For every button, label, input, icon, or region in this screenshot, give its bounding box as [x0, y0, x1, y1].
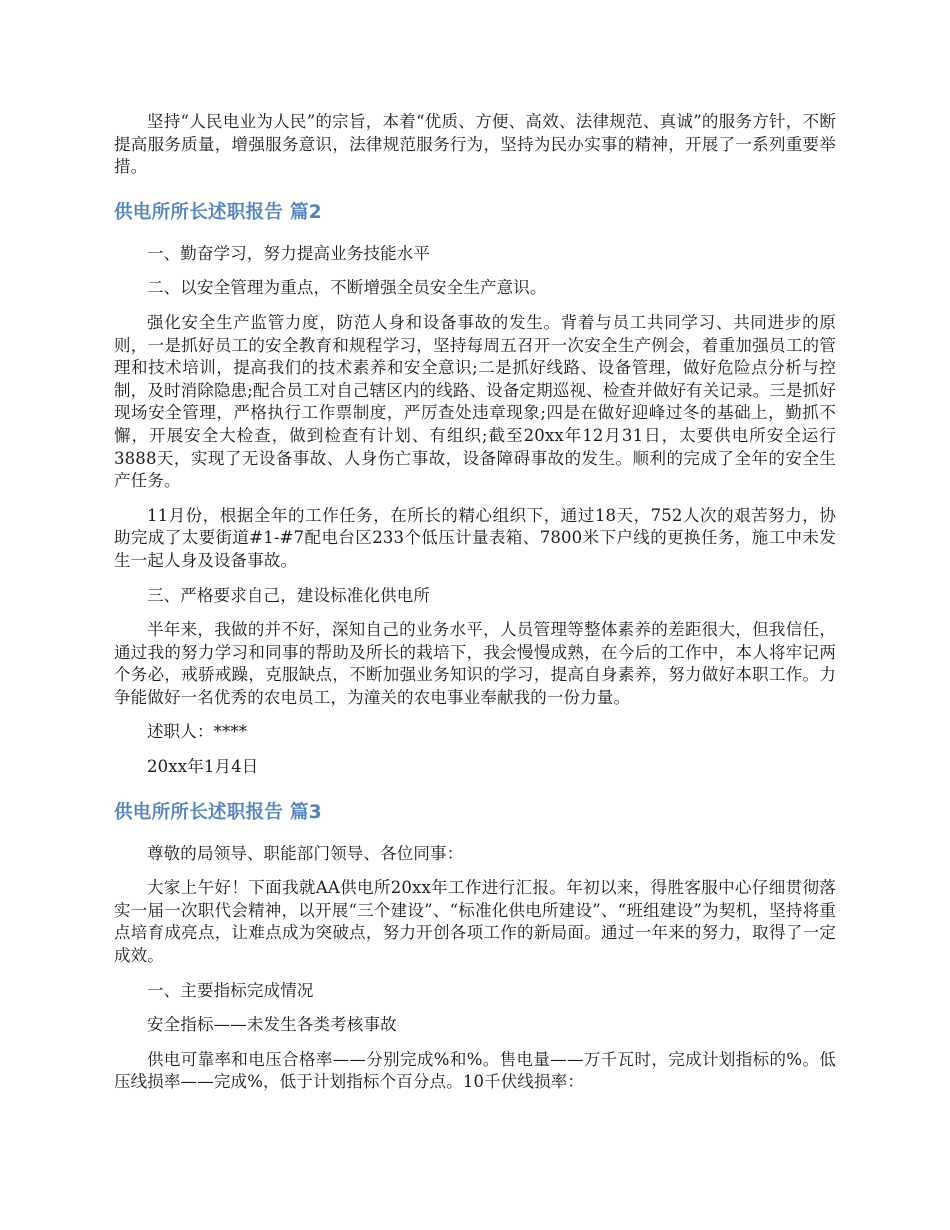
s2-item-3: 三、严格要求自己，建设标准化供电所 [147, 585, 431, 605]
s2-date: 20xx年1月4日 [147, 757, 259, 777]
s2-reflection-paragraph: 半年来，我做的并不好，深知自己的业务水平，人员管理等整体素养的差距很大，但我信任，通过我的努力学习和同事的帮助及所长的栽培下，我会慢慢成熟，在今后的工作中，本人将牢记两个务必，戒骄戒躁，克服缺点，不断加强业务知识的学习，提高自身素养，努力做好本职工作。力争能做好一名优秀的农电员工，为潼关的农电事业奉献我的一份力量。 [114, 620, 836, 707]
s3-salutation: 尊敬的局领导、职能部门领导、各位同事： [147, 843, 464, 863]
intro-paragraph: 坚持“人民电业为人民”的宗旨，本着“优质、方便、高效、法律规范、真诚”的服务方针，不断提高服务质量，增强服务意识，法律规范服务行为，坚持为民办实事的精神，开展了一系列重要举措。 [114, 112, 836, 177]
s2-item-2: 二、以安全管理为重点，不断增强全员安全生产意识。 [147, 278, 547, 298]
section-2-heading: 供电所所长述职报告 篇2 [114, 201, 322, 223]
s2-safety-paragraph: 强化安全生产监管力度，防范人身和设备事故的发生。背着与员工共同学习、共同进步的原则，一是抓好员工的安全教育和规程学习，坚持每周五召开一次安全生产例会，着重加强员工的管理和技术培训，提高我们的技术素养和安全意识;二是抓好线路、设备管理，做好危险点分析与控制，及时消除隐患;配合员工对自己辖区内的线路、设备定期巡视、检查并做好有关记录。三是抓好现场安全管理，严格执行工作票制度，严厉查处违章现象;四是在做好迎峰过冬的基础上，勤抓不懈，开展安全大检查，做到检查有计划、有组织;截至20xx年12月31日，太要供电所安全运行3888天，实现了无设备事故、人身伤亡事故，设备障碍事故的发生。顺利的完成了全年的安全生产任务。 [114, 312, 836, 491]
s2-november-paragraph: 11月份，根据全年的工作任务，在所长的精心组织下，通过18天，752人次的艰苦努力，协助完成了太要街道#1-#7配电台区233个低压计量表箱、7800米下户线的更换任务，施工中未发生一起人身及设备事故。 [114, 505, 836, 570]
s3-reliability-paragraph: 供电可靠率和电压合格率——分别完成%和%。售电量——万千瓦时，完成计划指标的%。低压线损率——完成%，低于计划指标个百分点。10千伏线损率： [114, 1049, 836, 1092]
s2-item-1: 一、勤奋学习，努力提高业务技能水平 [147, 243, 431, 263]
s3-item-1: 一、主要指标完成情况 [147, 980, 314, 1000]
s3-opening-paragraph: 大家上午好！下面我就AA供电所20xx年工作进行汇报。年初以来，得胜客服中心仔细贯彻落实一届一次职代会精神，以开展“三个建设”、“标准化供电所建设”、“班组建设”为契机，坚持将重点培育成亮点，让难点成为突破点，努力开创各项工作的新局面。通过一年来的努力，取得了一定成效。 [114, 878, 836, 966]
section-3-heading: 供电所所长述职报告 篇3 [114, 801, 322, 823]
s2-signature: 述职人：**** [147, 722, 248, 742]
s3-safety-indicator: 安全指标——未发生各类考核事故 [147, 1015, 397, 1035]
